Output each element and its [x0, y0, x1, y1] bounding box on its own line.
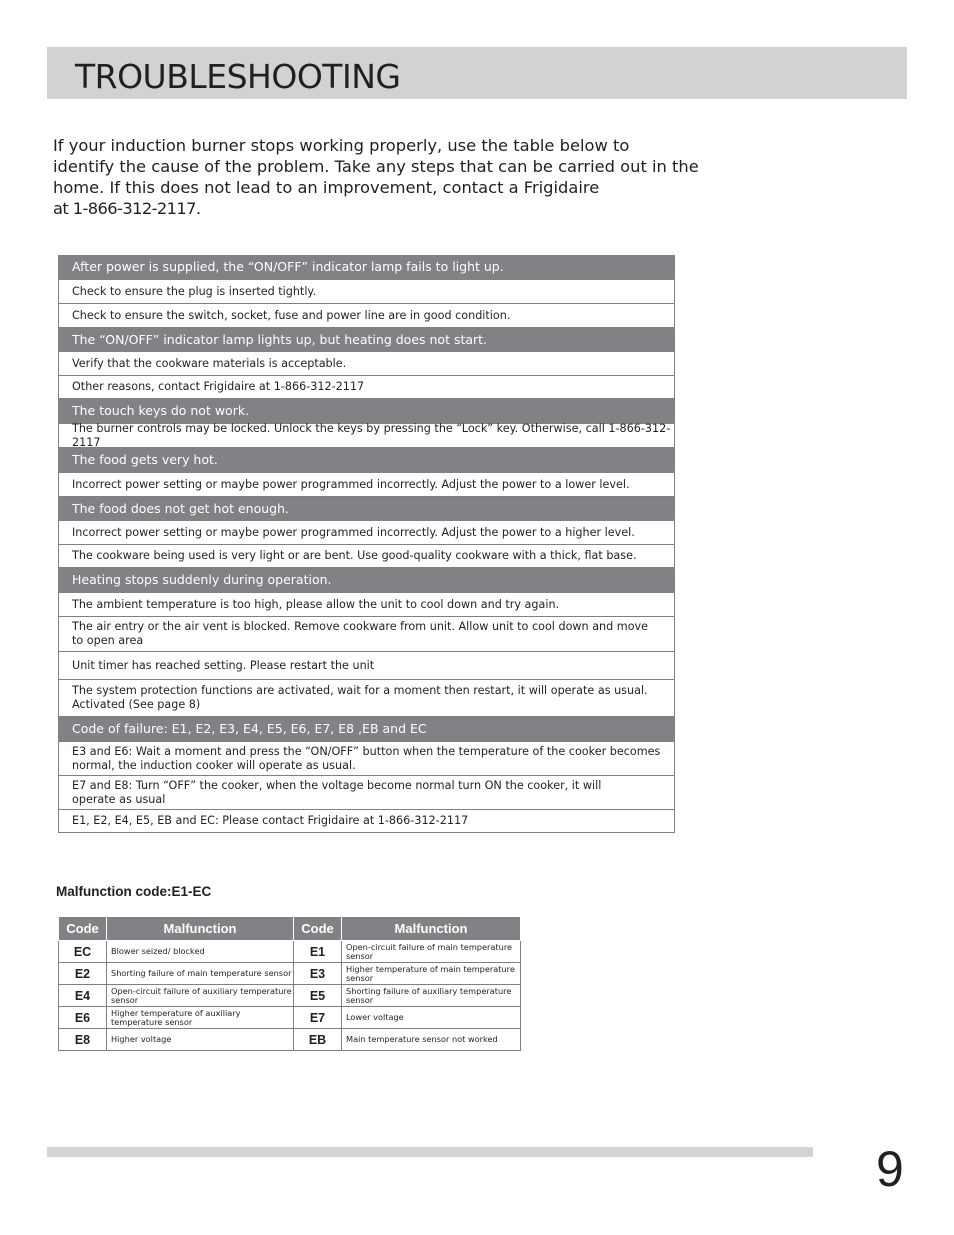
malfunction-row [59, 941, 521, 963]
malfunction-row [59, 1007, 521, 1029]
solution-text: Other reasons, contact Frigidaire at 1-866-312-2117 [72, 380, 365, 393]
malfunction-description: Open-circuit failure of auxiliary temperature sensor [107, 985, 294, 1007]
column-header: Code [59, 917, 107, 941]
solution-row [58, 776, 675, 810]
solution-text-continued: to open area [72, 634, 144, 647]
solution-text: Check to ensure the switch, socket, fuse and power line are in good condition. [72, 308, 511, 322]
error-code: E8 [59, 1029, 107, 1051]
intro-paragraph [53, 135, 699, 219]
problem-header [58, 568, 675, 593]
error-code: E2 [59, 963, 107, 985]
solution-row [58, 304, 675, 328]
problem-header [58, 448, 675, 473]
solution-row [58, 280, 675, 304]
solution-text: Unit timer has reached setting. Please restart the unit [72, 658, 375, 672]
malfunction-description: Lower voltage [342, 1007, 521, 1029]
malfunction-header-row [59, 917, 521, 941]
troubleshooting-table [58, 255, 675, 833]
problem-text: The “ON/OFF” indicator lamp lights up, but heating does not start. [72, 331, 488, 347]
solution-text-continued: Activated (See page 8) [72, 698, 201, 711]
solution-text: Check to ensure the plug is inserted tightly. [72, 284, 317, 298]
error-code: E3 [294, 963, 342, 985]
solution-text-continued: operate as usual [72, 792, 166, 806]
problem-header [58, 717, 675, 742]
solution-row [58, 352, 675, 376]
error-code: EC [59, 941, 107, 963]
solution-row [58, 521, 675, 545]
error-code: E4 [59, 985, 107, 1007]
column-header: Malfunction [107, 917, 294, 941]
problem-text: After power is supplied, the “ON/OFF” indicator lamp fails to light up. [72, 259, 504, 274]
error-code: EB [294, 1029, 342, 1051]
malfunction-row [59, 963, 521, 985]
malfunction-description: Blower seized/ blocked [107, 941, 294, 963]
solution-row [58, 376, 675, 399]
problem-header [58, 328, 675, 352]
malfunction-description: Shorting failure of main temperature sensor [107, 963, 294, 985]
solution-text-continued: normal, the induction cooker will operate as usual. [72, 758, 356, 772]
malfunction-description: Higher temperature of main temperature sensor [342, 963, 521, 985]
solution-row [58, 593, 675, 617]
malfunction-row [59, 985, 521, 1007]
solution-row [58, 742, 675, 776]
malfunction-code-table [58, 916, 521, 1051]
error-code: E6 [59, 1007, 107, 1029]
solution-row [58, 473, 675, 497]
problem-text: The food gets very hot. [72, 452, 218, 467]
solution-text: E1, E2, E4, E5, EB and EC: Please contact Frigidaire at 1-866-312-2117 [72, 814, 469, 827]
problem-header [58, 497, 675, 521]
problem-header [58, 255, 675, 280]
solution-row [58, 421, 675, 449]
column-header: Code [294, 917, 342, 941]
malfunction-description: Open-circuit failure of main temperature sensor [342, 941, 521, 963]
solution-row [58, 810, 675, 833]
page-number: 9 [876, 1141, 904, 1197]
problem-header [58, 399, 675, 424]
solution-row [58, 545, 675, 568]
problem-text: Code of failure: E1, E2, E3, E4, E5, E6, E7, E8 ,EB and EC [72, 721, 427, 736]
problem-text: The food does not get hot enough. [72, 500, 289, 516]
error-code: E7 [294, 1007, 342, 1029]
error-code: E1 [294, 941, 342, 963]
intro-line: If your induction burner stops working properly, use the table below to [53, 136, 630, 155]
solution-text: E7 and E8: Turn “OFF” the cooker, when the voltage become normal turn ON the cooker, it will [72, 778, 602, 792]
malfunction-description: Higher voltage [107, 1029, 294, 1051]
malfunction-row [59, 1029, 521, 1051]
solution-text: The burner controls may be locked. Unlock the keys by pressing the “Lock” key. Otherwise, call 1-866-312-2117 [72, 421, 671, 449]
solution-text: The air entry or the air vent is blocked. Remove cookware from unit. Allow unit to cool down and move [72, 620, 649, 633]
malfunction-description: Main temperature sensor not worked [342, 1029, 521, 1051]
solution-text: The system protection functions are activated, wait for a moment then restart, it will operate as usual. [72, 684, 648, 697]
intro-line: at 1-866-312-2117. [53, 199, 201, 218]
solution-text: E3 and E6: Wait a moment and press the “ON/OFF” button when the temperature of the cooker becomes [72, 744, 661, 758]
solution-row [58, 652, 675, 680]
footer-bar [47, 1147, 813, 1157]
page-title: TROUBLESHOOTING [75, 57, 401, 96]
column-header: Malfunction [342, 917, 521, 941]
solution-text: The cookware being used is very light or are bent. Use good-quality cookware with a thick, flat base. [72, 549, 637, 562]
malfunction-title: Malfunction code:E1-EC [56, 884, 212, 899]
intro-line: identify the cause of the problem. Take any steps that can be carried out in the [53, 157, 699, 176]
solution-text: Incorrect power setting or maybe power programmed incorrectly. Adjust the power to a lower level. [72, 477, 630, 491]
solution-text: Verify that the cookware materials is acceptable. [72, 356, 347, 370]
malfunction-description: Higher temperature of auxiliary temperature sensor [107, 1007, 294, 1029]
problem-text: The touch keys do not work. [72, 403, 250, 418]
solution-row [58, 617, 675, 652]
intro-line: home. If this does not lead to an improvement, contact a Frigidaire [53, 178, 600, 197]
solution-text: Incorrect power setting or maybe power programmed incorrectly. Adjust the power to a higher level. [72, 525, 635, 539]
solution-text: The ambient temperature is too high, please allow the unit to cool down and try again. [72, 597, 560, 611]
error-code: E5 [294, 985, 342, 1007]
problem-text: Heating stops suddenly during operation. [72, 572, 332, 587]
title-banner [47, 47, 907, 99]
solution-row [58, 680, 675, 717]
malfunction-description: Shorting failure of auxiliary temperature sensor [342, 985, 521, 1007]
